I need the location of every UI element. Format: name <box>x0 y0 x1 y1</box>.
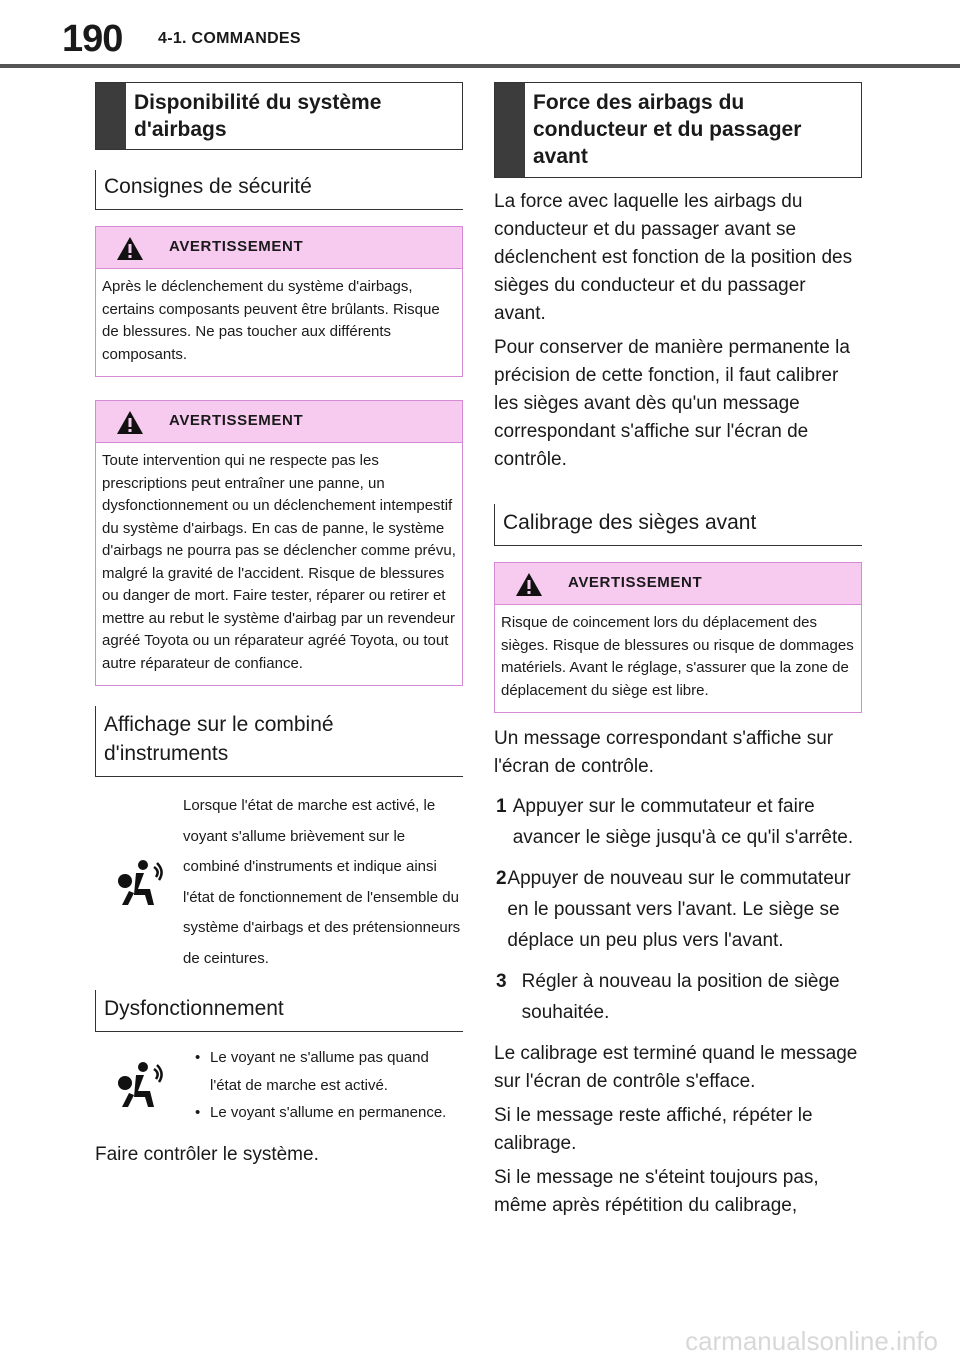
step-1 <box>494 791 862 853</box>
warning-triangle-icon <box>515 572 543 597</box>
intro-paragraph: Pour conserver de manière permanente la précision de cette fonction, il faut calibrer les sièges avant dès qu'un message correspondant s'affiche sur l'écran de contrôle. <box>494 337 850 470</box>
check-text: Faire contrôler le système. <box>95 1143 319 1165</box>
closing-paragraph: Le calibrage est terminé quand le message sur l'écran de contrôle s'efface. <box>494 1043 858 1092</box>
malfunction-list <box>183 1044 463 1127</box>
warning-label: AVERTISSEMENT <box>169 238 304 255</box>
section-title-box <box>494 82 862 178</box>
display-heading: Affichage sur le combiné d'instruments <box>95 706 463 777</box>
warning-label: AVERTISSEMENT <box>568 574 703 591</box>
header-rule <box>0 64 960 68</box>
list-item: • Le voyant ne s'allume pas quand l'état de marche est activé. <box>183 1044 463 1099</box>
right-column <box>494 82 862 1220</box>
title-bar <box>96 83 126 149</box>
left-column <box>95 82 463 1169</box>
chapter-title: 4-1. COMMANDES <box>158 30 301 47</box>
airbag-icon-cell <box>95 1044 183 1127</box>
section-title: Force des airbags du conducteur et du passager avant <box>533 91 802 168</box>
step-2 <box>494 863 862 956</box>
malfunction-info <box>95 1044 463 1127</box>
calibration-heading: Calibrage des sièges avant <box>494 504 862 546</box>
closing-paragraph: Si le message reste affiché, répéter le calibrage. <box>494 1105 813 1154</box>
watermark: carmanualsonline.info <box>685 1326 938 1356</box>
list-item: • Le voyant s'allume en permanence. <box>183 1099 463 1127</box>
step-number: 3 <box>496 971 507 992</box>
warning-text: Toute intervention qui ne respecte pas les prescriptions peut entraîner une panne, un dysfonctionnement ou un déclenchement intempestif du système d'airbags. En cas de panne, le système d'airbags ne pourra pas se déclencher comme prévu, malgré la gravité de l'accident. Risque de blessures ou danger de mort. Faire tester, réparer ou retirer et mettre au rebut le système d'airbag par un revendeur agréé Toyota ou un réparateur agréé Toyota, ou tout autre réparateur de confiance. <box>102 452 456 672</box>
warning-label: AVERTISSEMENT <box>169 412 304 429</box>
warning-box <box>95 226 463 377</box>
safety-heading: Consignes de sécurité <box>95 170 463 210</box>
title-bar <box>495 83 525 177</box>
section-title: Disponibilité du système d'airbags <box>134 91 382 141</box>
airbag-warning-icon <box>114 859 164 907</box>
warning-triangle-icon <box>116 236 144 261</box>
warning-header <box>96 401 462 443</box>
page-number: 190 <box>62 18 123 60</box>
section-title-box <box>95 82 463 150</box>
step-text: Appuyer de nouveau sur le commutateur en le poussant vers l'avant. Le siège se déplace un peu plus vers l'avant. <box>507 868 851 951</box>
step-3 <box>494 966 862 1028</box>
step-number: 2 <box>496 868 507 889</box>
warning-triangle-icon <box>116 410 144 435</box>
warning-header <box>495 563 861 605</box>
display-info <box>95 791 463 974</box>
intro-paragraph: La force avec laquelle les airbags du conducteur et du passager avant se déclenchent est fonction de la position des sièges du conducteur et du passager avant. <box>494 191 853 324</box>
malfunction-heading: Dysfonctionnement <box>95 990 463 1032</box>
airbag-warning-icon <box>114 1061 164 1109</box>
warning-box <box>95 400 463 686</box>
warning-box <box>494 562 862 713</box>
closing-paragraph: Si le message ne s'éteint toujours pas, même après répétition du calibrage, <box>494 1167 819 1216</box>
airbag-icon-cell <box>95 791 183 974</box>
display-text: Lorsque l'état de marche est activé, le voyant s'allume brièvement sur le combiné d'instruments et indique ainsi l'état de fonctionnement de l'ensemble du système d'airbags et des prétensionneurs de ceintures. <box>183 797 461 967</box>
step-text: Appuyer sur le commutateur et faire avancer le siège jusqu'à ce qu'il s'arrête. <box>512 796 854 848</box>
warning-text: Après le déclenchement du système d'airbags, certains composants peuvent être brûlants. Risque de blessures. Ne pas toucher aux différents composants. <box>102 278 440 363</box>
warning-header <box>96 227 462 269</box>
message-text: Un message correspondant s'affiche sur l'écran de contrôle. <box>494 728 834 777</box>
step-text: Régler à nouveau la position de siège souhaitée. <box>521 971 840 1023</box>
warning-text: Risque de coincement lors du déplacement des sièges. Risque de blessures ou risque de dommages matériels. Avant le réglage, s'assurer que la zone de déplacement du siège est libre. <box>501 614 854 699</box>
step-number: 1 <box>496 796 507 817</box>
